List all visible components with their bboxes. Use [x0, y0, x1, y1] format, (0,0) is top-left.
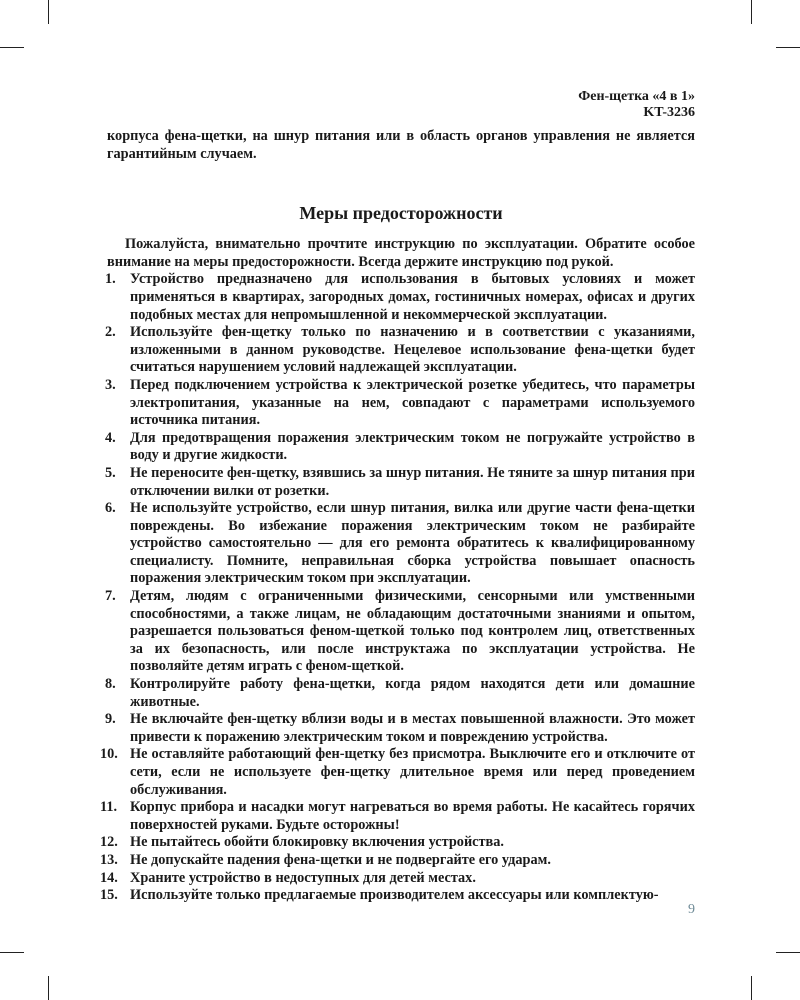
continuation-paragraph: корпуса фена-щетки, на шнур питания или в область органов управления не является гарантийным случаем. — [107, 128, 695, 162]
list-item — [100, 887, 695, 905]
list-item-text: Не включайте фен-щетку вблизи воды и в местах повышенной влажности. Это может привести к поражению электрическим током и повреждению устройства. — [130, 711, 695, 745]
list-item-number: 14. — [100, 869, 118, 886]
list-item — [100, 869, 695, 888]
list-item-text: Устройство предназначено для использования в бытовых условиях и может применяться в квартирах, загородных домах, гостиничных номерах, офисах и других подобных местах для непромышленной и некоммерческой эксплуатации. — [130, 271, 695, 323]
precautions-list — [100, 271, 695, 904]
list-item — [107, 430, 695, 465]
list-item-text: Не пытайтесь обойти блокировку включения устройства. — [130, 834, 504, 851]
list-item-number: 6. — [105, 500, 116, 517]
list-item — [107, 500, 695, 588]
list-item — [107, 377, 695, 430]
page-content — [100, 128, 695, 905]
section-title: Меры предосторожности — [299, 203, 503, 224]
list-item — [107, 676, 695, 711]
list-item-number: 3. — [105, 376, 116, 393]
list-item-number: 2. — [105, 324, 116, 341]
crop-mark-top-left — [48, 0, 49, 24]
crop-mark-bottom-left-h — [0, 952, 24, 953]
list-item — [107, 711, 695, 746]
list-item-text: Не используйте устройство, если шнур питания, вилка или другие части фена-щетки повреждены. Во избежание поражения электрическим током не разбирайте устройство самостоятельно — для его ремонта обратитесь к квалифицированному специалисту. Помните, неправильная сборка устройства повышает опасность поражения электрическим током при эксплуатации. — [130, 500, 695, 587]
list-item-number: 1. — [105, 271, 116, 288]
list-item-text: Корпус прибора и насадки могут нагреваться во время работы. Не касайтесь горячих поверхностей руками. Будьте осторожны! — [130, 799, 695, 833]
list-item-number: 5. — [105, 464, 116, 481]
crop-mark-bottom-right — [751, 976, 752, 1000]
running-header — [578, 89, 695, 121]
model-number: KT-3236 — [643, 105, 695, 120]
list-item — [100, 851, 695, 870]
list-item — [100, 834, 695, 852]
product-title: Фен-щетка «4 в 1» — [578, 89, 695, 104]
list-item-text: Храните устройство в недоступных для детей местах. — [130, 869, 476, 886]
crop-mark-bottom-right-h — [776, 952, 800, 953]
list-item-text: Перед подключением устройства к электрической розетке убедитесь, что параметры электропитания, указанные на нем, совпадают с параметрами используемого источника питания. — [130, 376, 695, 429]
list-item — [100, 746, 695, 799]
list-item-text: Не допускайте падения фена-щетки и не подвергайте его ударам. — [130, 851, 551, 868]
crop-mark-top-right — [751, 0, 752, 24]
section-lead-paragraph: Пожалуйста, внимательно прочтите инструкцию по эксплуатации. Обратите особое внимание на меры предосторожности. Всегда держите инструкцию под рукой. — [107, 236, 695, 270]
list-item-number: 12. — [100, 834, 118, 851]
list-item-number: 11. — [100, 799, 118, 816]
list-item — [107, 588, 695, 676]
list-item-text: Не оставляйте работающий фен-щетку без присмотра. Выключите его и отключите от сети, если не используете фен-щетку длительное время или перед проведением обслуживания. — [130, 746, 695, 798]
list-item-text: Контролируйте работу фена-щетки, когда рядом находятся дети или домашние животные. — [130, 676, 695, 710]
list-item-text: Используйте фен-щетку только по назначению и в соответствии с указаниями, изложенными в данном руководстве. Нецелевое использование фена-щетки будет считаться нарушением условий надлежащей эксплуатации. — [130, 324, 695, 376]
list-item — [107, 465, 695, 500]
page-number: 9 — [688, 902, 695, 917]
crop-mark-top-left-h — [0, 47, 24, 48]
list-item-text: Для предотвращения поражения электрическим током не погружайте устройство в воду и другие жидкости. — [130, 429, 695, 464]
list-item-number: 13. — [100, 851, 118, 868]
list-item — [107, 324, 695, 377]
list-item-number: 15. — [100, 887, 118, 904]
list-item-number: 4. — [105, 429, 116, 446]
crop-mark-top-right-h — [776, 47, 800, 48]
list-item — [107, 271, 695, 324]
list-item-number: 10. — [100, 746, 118, 763]
list-item-number: 7. — [105, 588, 116, 605]
crop-mark-bottom-left — [48, 976, 49, 1000]
list-item-text: Используйте только предлагаемые производителем аксессуары или комплектую- — [130, 887, 659, 904]
list-item-number: 9. — [105, 711, 116, 728]
list-item-text: Не переносите фен-щетку, взявшись за шнур питания. Не тяните за шнур питания при отключении вилки от розетки. — [130, 464, 695, 499]
list-item-number: 8. — [105, 676, 116, 693]
list-item — [100, 799, 695, 834]
list-item-text: Детям, людям с ограниченными физическими, сенсорными или умственными способностями, а также лицам, не обладающим достаточными знаниями и опытом, разрешается пользоваться феном-щеткой только под контролем лиц, ответственных за их безопасность, или после инструктажа по эксплуатации устройства. Не позволяйте детям играть с феном-щеткой. — [130, 588, 695, 675]
